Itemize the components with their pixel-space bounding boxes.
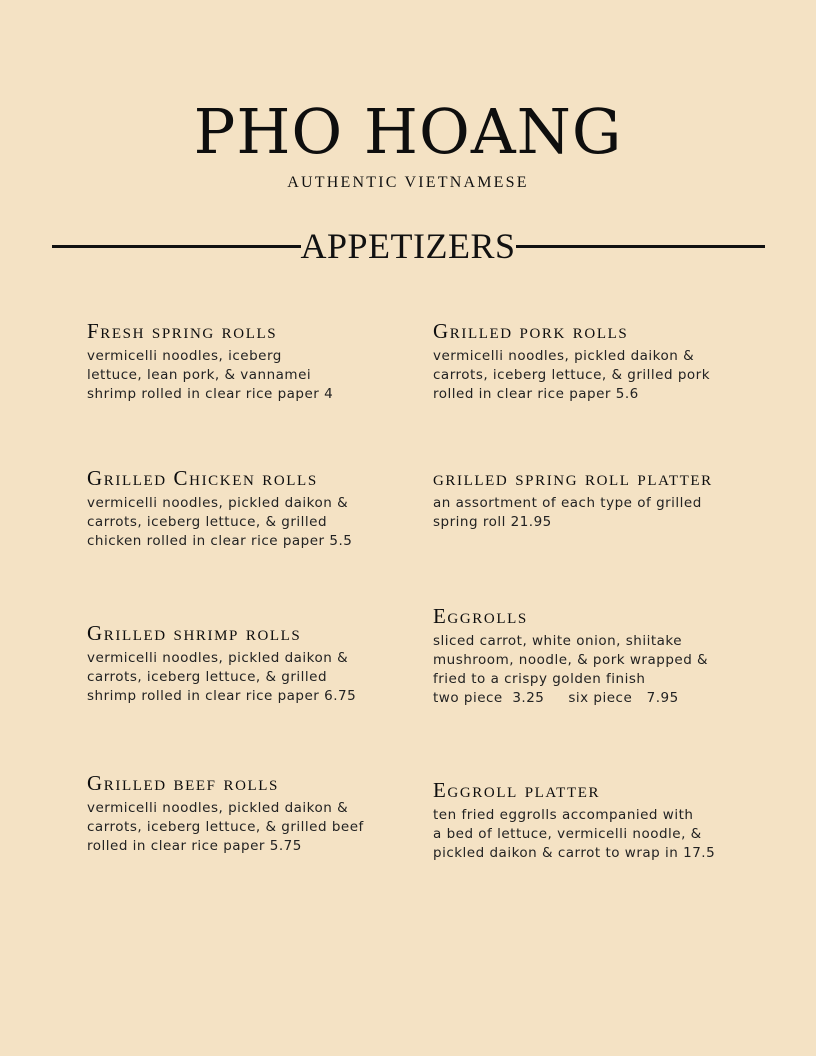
- menu-item-description: [433, 494, 773, 532]
- menu-item-description: [433, 347, 773, 404]
- description-line: sliced carrot, white onion, shiitake: [433, 633, 683, 649]
- restaurant-name: PHO HOANG: [193, 95, 623, 168]
- menu-item-description: [433, 632, 773, 708]
- menu-item-description: [87, 494, 427, 551]
- menu-item-name: Grilled Chicken rolls: [87, 466, 318, 490]
- menu-item-name: grilled spring roll platter: [433, 466, 713, 490]
- description-line: rolled in clear rice paper 5.75: [87, 838, 302, 854]
- description-line: shrimp rolled in clear rice paper 4: [87, 386, 334, 402]
- description-line: pickled daikon & carrot to wrap in 17.5: [433, 845, 716, 861]
- menu-item-grilled-shrimp-rolls: [87, 621, 427, 706]
- description-line: carrots, iceberg lettuce, & grilled: [87, 669, 328, 685]
- description-line: vermicelli noodles, pickled daikon &: [87, 800, 349, 816]
- description-line: vermicelli noodles, pickled daikon &: [87, 650, 349, 666]
- menu-item-name: Grilled shrimp rolls: [87, 621, 302, 645]
- menu-item-grilled-pork-rolls: [433, 319, 773, 404]
- menu-item-name: Grilled beef rolls: [87, 771, 279, 795]
- description-line: carrots, iceberg lettuce, & grilled pork: [433, 367, 711, 383]
- description-line: shrimp rolled in clear rice paper 6.75: [87, 688, 357, 704]
- section-title: APPETIZERS: [300, 226, 516, 266]
- description-line: an assortment of each type of grilled: [433, 495, 702, 511]
- menu-item-eggroll-platter: [433, 778, 773, 863]
- menu-item-description: [87, 347, 427, 404]
- menu-item-name: Eggrolls: [433, 604, 528, 628]
- menu-item-eggrolls: [433, 604, 773, 708]
- menu-item-grilled-beef-rolls: [87, 771, 427, 856]
- description-line: vermicelli noodles, pickled daikon &: [87, 495, 349, 511]
- description-line: carrots, iceberg lettuce, & grilled beef: [87, 819, 364, 835]
- menu-item-description: [87, 799, 427, 856]
- description-line: vermicelli noodles, pickled daikon &: [433, 348, 695, 364]
- description-line: vermicelli noodles, iceberg: [87, 348, 282, 364]
- description-line: a bed of lettuce, vermicelli noodle, &: [433, 826, 702, 842]
- menu-item-grilled-chicken-rolls: [87, 466, 427, 551]
- menu-item-description: [87, 649, 427, 706]
- description-line: chicken rolled in clear rice paper 5.5: [87, 533, 353, 549]
- description-line: mushroom, noodle, & pork wrapped &: [433, 652, 709, 668]
- menu-item-name: Grilled pork rolls: [433, 319, 629, 343]
- description-line: lettuce, lean pork, & vannamei: [87, 367, 312, 383]
- section-divider-right: [516, 245, 765, 248]
- description-line: spring roll 21.95: [433, 514, 552, 530]
- menu-item-name: Eggroll platter: [433, 778, 601, 802]
- restaurant-tagline: AUTHENTIC VIETNAMESE: [287, 174, 529, 191]
- menu-item-grilled-spring-roll-platter: [433, 466, 773, 532]
- menu-item-name: Fresh spring rolls: [87, 319, 278, 343]
- menu-item-fresh-spring-rolls: [87, 319, 427, 404]
- description-line: rolled in clear rice paper 5.6: [433, 386, 639, 402]
- section-divider-left: [52, 245, 301, 248]
- description-line: ten fried eggrolls accompanied with: [433, 807, 694, 823]
- description-line: two piece 3.25 six piece 7.95: [433, 690, 679, 706]
- description-line: carrots, iceberg lettuce, & grilled: [87, 514, 328, 530]
- menu-item-description: [433, 806, 773, 863]
- description-line: fried to a crispy golden finish: [433, 671, 646, 687]
